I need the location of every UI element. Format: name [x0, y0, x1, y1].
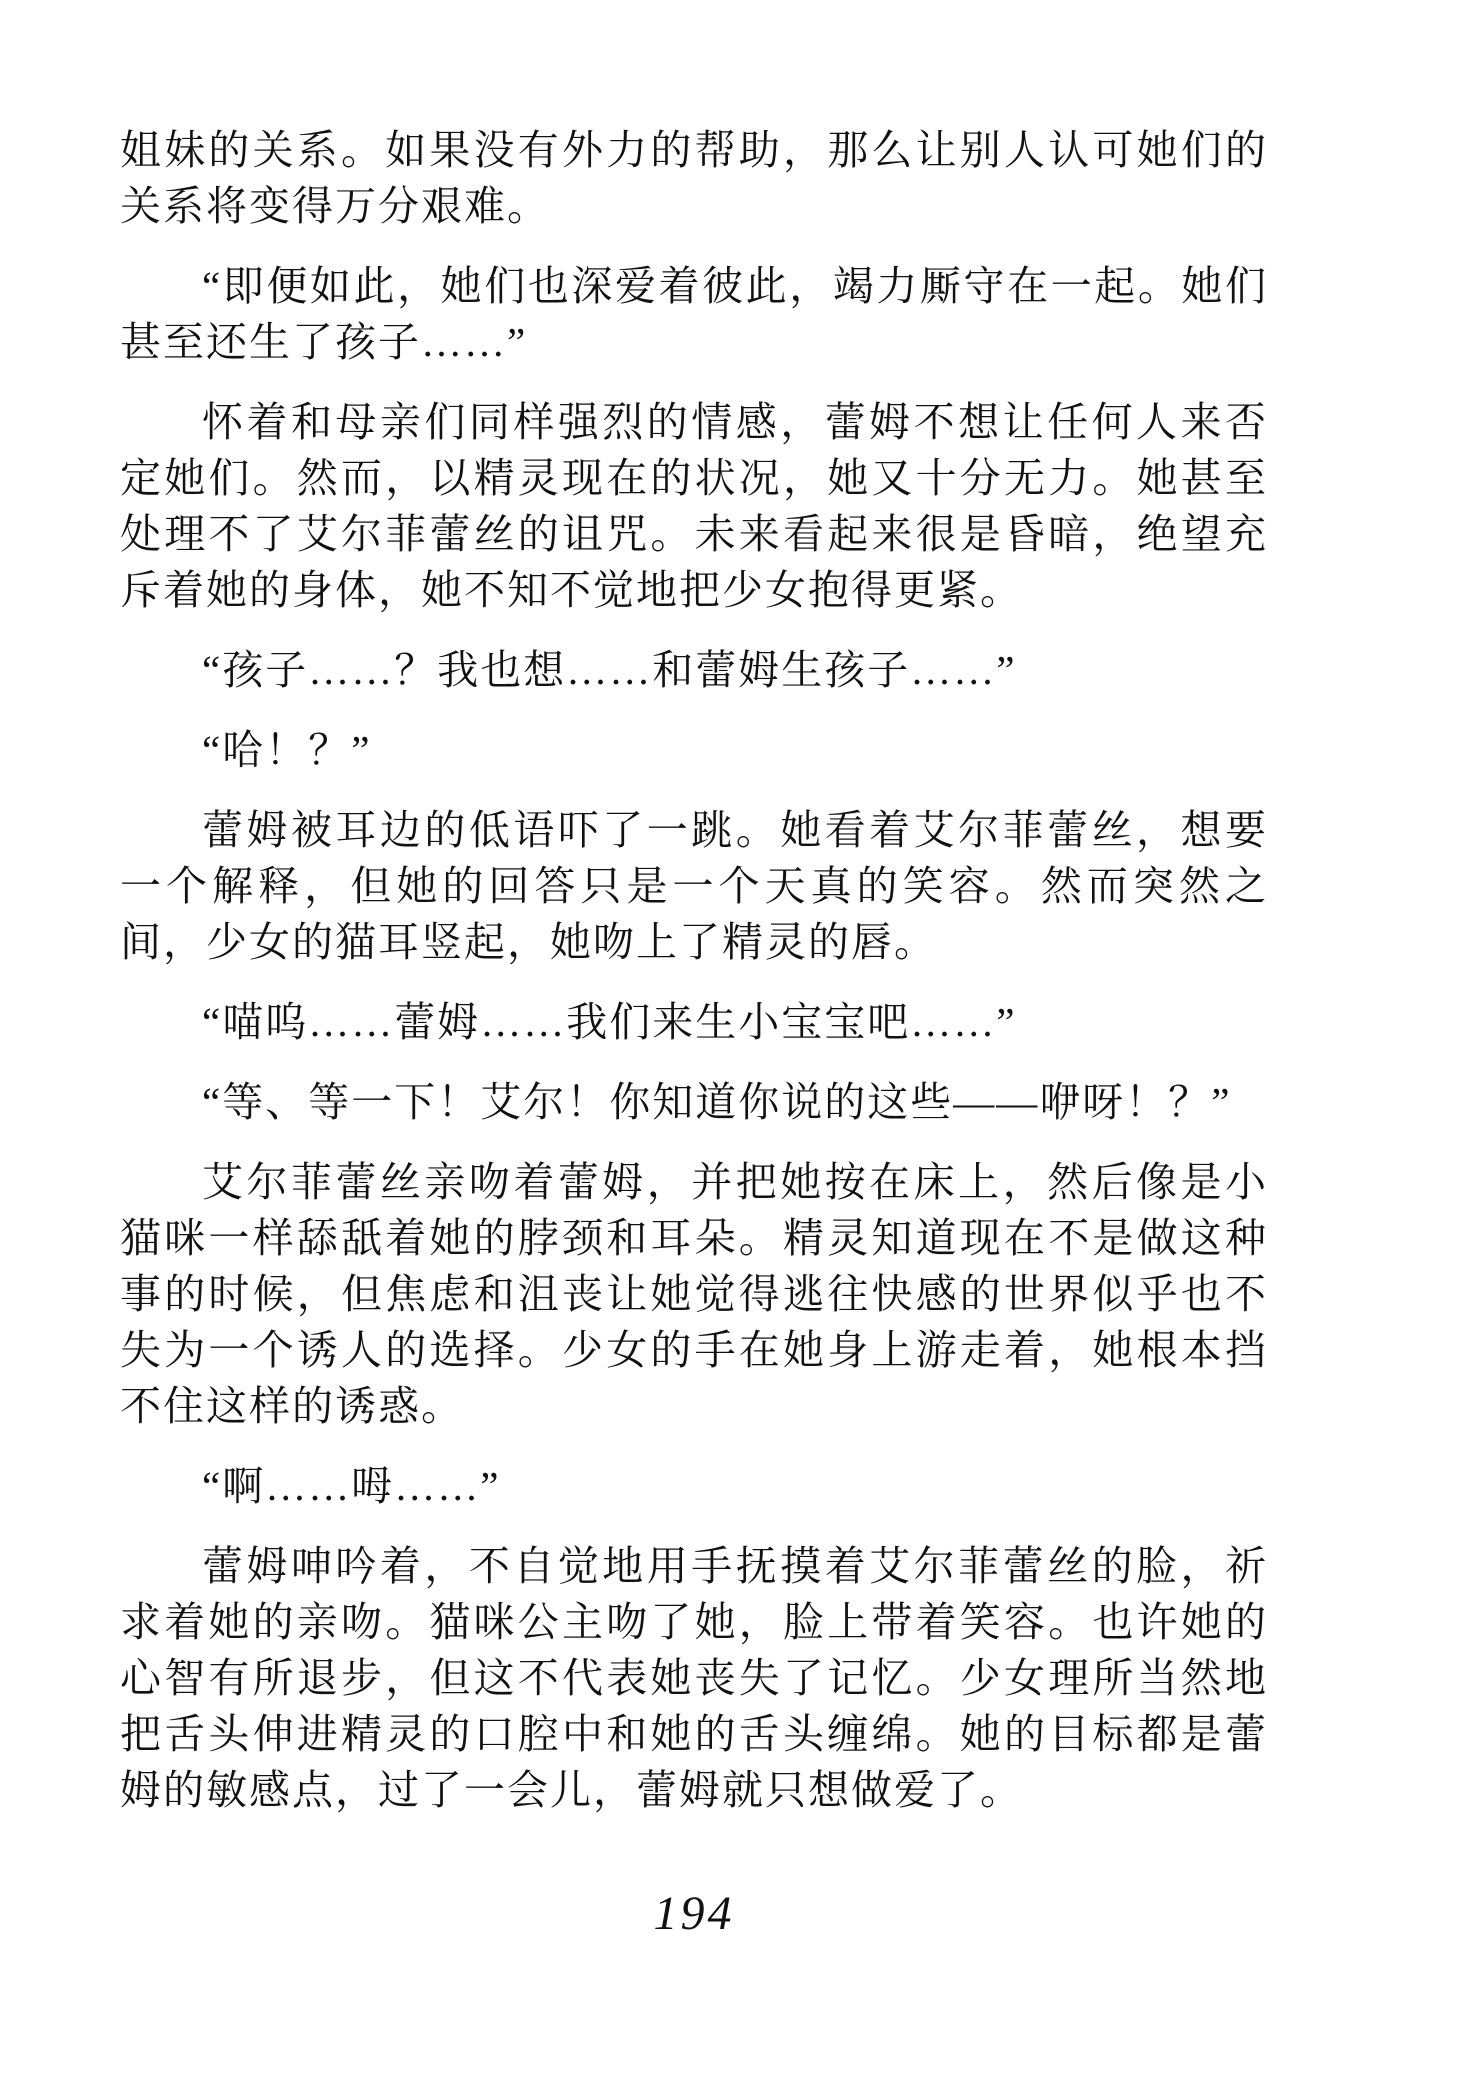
paragraph-narration: 艾尔菲蕾丝亲吻着蕾姆，并把她按在床上，然后像是小猫咪一样舔舐着她的脖颈和耳朵。精灵知道现在不是做这种事的时候，但焦虑和沮丧让她觉得逃往快感的世界似乎也不失为一个诱人的选择。少女的手在她身上游走着，她根本挡不住这样的诱惑。 — [120, 1159, 1268, 1429]
dialogue-line: “孩子……？我也想……和蕾姆生孩子……” — [202, 647, 1017, 693]
dialogue-line: “哈！？” — [202, 727, 372, 773]
paragraph-narration: 蕾姆呻吟着，不自觉地用手抚摸着艾尔菲蕾丝的脸，祈求着她的亲吻。猫咪公主吻了她，脸上带着笑容。也许她的心智有所退步，但这不代表她丧失了记忆。少女理所当然地把舌头伸进精灵的口腔中和她的舌头缠绵。她的目标都是蕾姆的敏感点，过了一会儿，蕾姆就只想做爱了。 — [120, 1543, 1268, 1813]
paragraph-continuation: 姐妹的关系。如果没有外力的帮助，那么让别人认可她们的关系将变得万分艰难。 — [120, 127, 1268, 229]
dialogue-line: “喵呜……蕾姆……我们来生小宝宝吧……” — [202, 999, 1017, 1045]
paragraph-narration: 怀着和母亲们同样强烈的情感，蕾姆不想让任何人来否定她们。然而，以精灵现在的状况，她又十分无力。她甚至处理不了艾尔菲蕾丝的诅咒。未来看起来很是昏暗，绝望充斥着她的身体，她不知不觉地把少女抱得更紧。 — [120, 399, 1268, 613]
dialogue-line: “即便如此，她们也深爱着彼此，竭力厮守在一起。她们甚至还生了孩子……” — [120, 263, 1268, 365]
dialogue-line: “等、等一下！艾尔！你知道你说的这些——咿呀！？” — [202, 1079, 1232, 1125]
page-number: 194 — [653, 1887, 735, 1940]
body-text — [120, 122, 1268, 1842]
dialogue-line: “啊……呣……” — [202, 1463, 501, 1509]
paragraph-narration: 蕾姆被耳边的低语吓了一跳。她看着艾尔菲蕾丝，想要一个解释，但她的回答只是一个天真的笑容。然而突然之间，少女的猫耳竖起，她吻上了精灵的唇。 — [120, 807, 1268, 965]
